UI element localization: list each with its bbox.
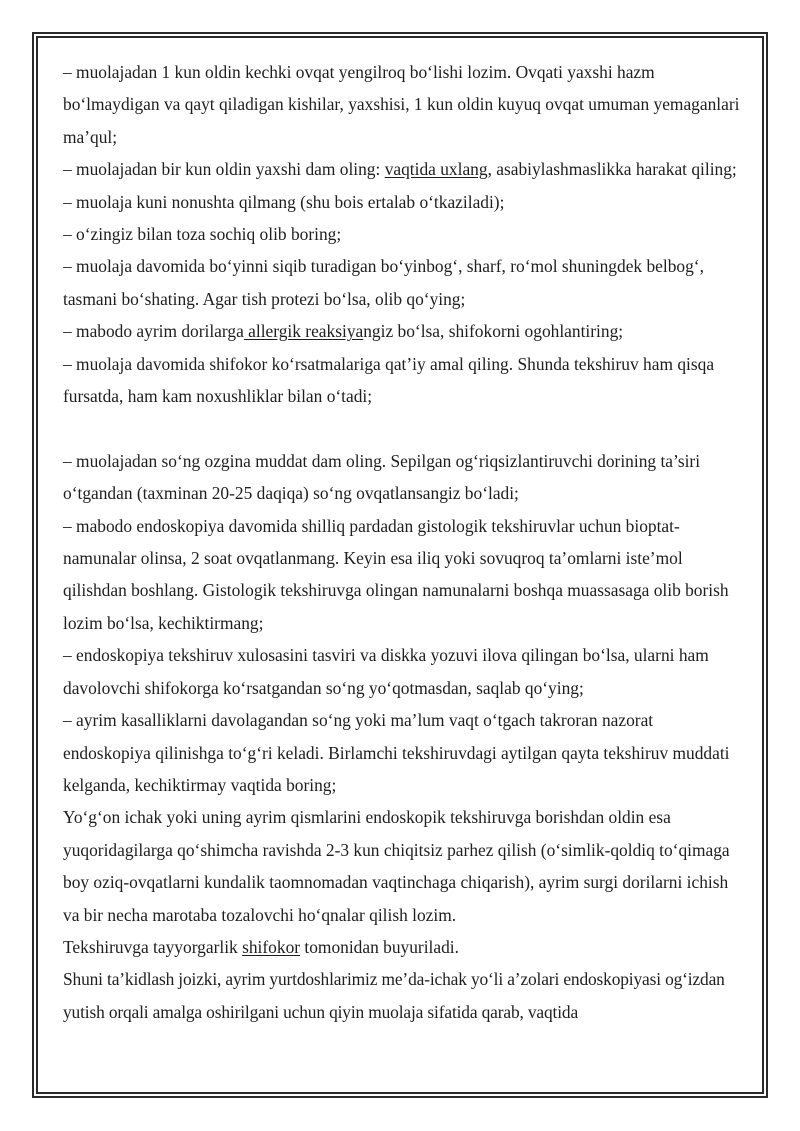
link-sleep-on-time[interactable]: vaqtida uxlang [384, 159, 488, 180]
paragraph-rest-before [63, 153, 743, 185]
paragraph-text: ngiz bo‘lsa, shifokorni ogohlantiring; [363, 321, 624, 342]
blank-line [63, 412, 743, 444]
paragraph-colon-prep: Yo‘g‘on ichak yoki uning ayrim qismlarini endoskopik tekshiruvga borishdan oldin esa yuqoridagilarga qo‘shimcha ravishda 2-3 kun chiqitsiz parhez qilish (o‘simlik-qoldiq to‘qimaga boy oziq-ovqatlarni kundalik taomnomadan vaqtinchaga chiqarish), ayrim surgi dorilarni ichish va bir necha marotaba tozalovchi ho‘qnalar qilish lozim. [63, 807, 730, 925]
paragraph-rest-after: – muolajadan so‘ng ozgina muddat dam oling. Sepilgan og‘riqsizlantiruvchi dorining ta’siri o‘tgandan (taxminan 20-25 daqiqa) so‘ng ovqatlansangiz bo‘ladi; [63, 450, 701, 504]
paragraph-text: , asabiylashmaslikka harakat qiling; [487, 159, 737, 180]
paragraph-text: Tekshiruvga tayyorgarlik [63, 936, 243, 957]
paragraph-closing: Shuni ta’kidlash joizki, ayrim yurtdoshlarimiz me’da-ichak yo‘li a’zolari endoskopiyasi og‘izdan yutish orqali amalga oshirilgani uchun qiyin muolaja sifatida qarab, vaqtida [63, 969, 725, 1022]
paragraph-results: – endoskopiya tekshiruv xulosasini tasviri va diskka yozuvi ilova qilingan bo‘lsa, ularni ham davolovchi shifokorga ko‘rsatgandan so‘ng yo‘qotmasdan, saqlab qo‘ying; [63, 645, 709, 698]
paragraph-prep-by-doctor [63, 931, 743, 963]
paragraph-biopsy: – mabodo endoskopiya davomida shilliq pardadan gistologik tekshiruvlar uchun bioptat-namunalar olinsa, 2 soat ovqatlanmang. Keyin esa iliq yoki sovuqroq ta’omlarni iste’mol qilishdan boshlang. Gistologik tekshiruvga olingan namunalarni boshqa muassasaga olib borish lozim bo‘lsa, kechiktirmang; [63, 515, 729, 633]
paragraph-evening-meal: – muolajadan 1 kun oldin kechki ovqat yengilroq bo‘lishi lozim. Ovqati yaxshi hazm bo‘lmaydigan va qayt qiladigan kishilar, yaxshisi, 1 kun oldin kuyuq ovqat umuman yemaganlari ma’qul; [63, 62, 740, 147]
link-allergic-reaction[interactable]: allergik reaksiya [243, 321, 364, 342]
paragraph-allergy [63, 315, 743, 347]
paragraph-loosen-clothing: – muolaja davomida bo‘yinni siqib turadigan bo‘yinbog‘, sharf, ro‘mol shuningdek belbog‘, tasmani bo‘shating. Agar tish protezi bo‘lsa, olib qo‘ying; [63, 256, 704, 309]
paragraph-no-breakfast: – muolaja kuni nonushta qilmang (shu bois ertalab o‘tkaziladi); [63, 191, 505, 212]
paragraph-text: – muolajadan bir kun oldin yaxshi dam oling: [63, 159, 385, 180]
link-doctor[interactable]: shifokor [242, 936, 301, 957]
paragraph-towel: – o‘zingiz bilan toza sochiq olib boring; [63, 224, 342, 245]
paragraph-text: – mabodo ayrim dorilarga [63, 321, 244, 342]
paragraph-text: tomonidan buyuriladi. [300, 936, 459, 957]
document-body [63, 56, 743, 1028]
paragraph-repeat-exam: – ayrim kasalliklarni davolagandan so‘ng yoki ma’lum vaqt o‘tgach takroran nazorat endoskopiya qilinishga to‘g‘ri keladi. Birlamchi tekshiruvdagi aytilgan qayta tekshiruv muddati kelganda, kechiktirmay vaqtida boring; [63, 710, 730, 795]
paragraph-follow-doctor: – muolaja davomida shifokor ko‘rsatmalariga qat’iy amal qiling. Shunda tekshiruv ham qisqa fursatda, ham kam noxushliklar bilan o‘tadi; [63, 353, 715, 407]
